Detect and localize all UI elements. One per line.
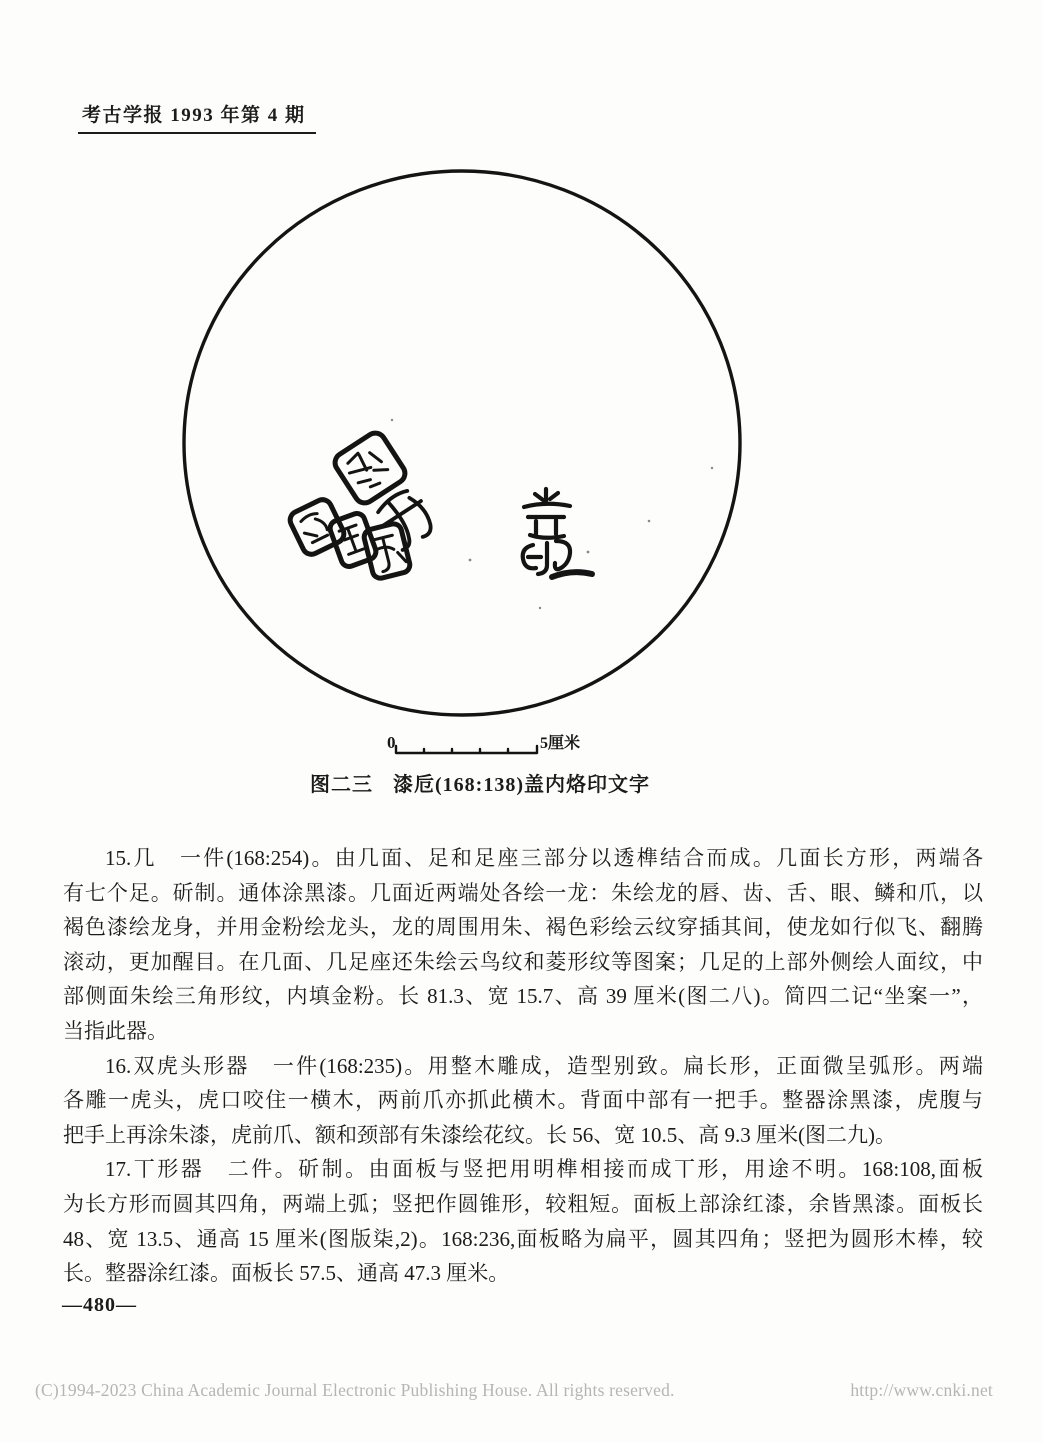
scale-end-label: 5厘米 bbox=[540, 735, 581, 752]
body-text bbox=[63, 841, 983, 1291]
journal-header: 考古学报 1993 年第 4 期 bbox=[78, 100, 316, 134]
page-number: —480— bbox=[62, 1294, 137, 1316]
figure-caption-text: 漆卮(168:138)盖内烙印文字 bbox=[393, 774, 650, 796]
scale-bar bbox=[387, 733, 580, 753]
text-line: 15.几 一件(168:254)。由几面、足和足座三部分以透榫结合而成。几面长方形，两端各 bbox=[105, 846, 983, 870]
cnki-footer bbox=[35, 1380, 993, 1401]
text-line: 有七个足。斫制。通体涂黑漆。几面近两端处各绘一龙：朱绘龙的唇、齿、舌、眼、鳞和爪，以 bbox=[63, 880, 983, 905]
text-line: 褐色漆绘龙身，并用金粉绘龙头，龙的周围用朱、褐色彩绘云纹穿插其间，使龙如行似飞、翻腾 bbox=[63, 915, 983, 940]
figure-caption-number: 图二三 bbox=[310, 774, 373, 796]
text-line: 17.丅形器 二件。斫制。由面板与竖把用明榫相接而成丅形，用途不明。168:108,面板 bbox=[105, 1157, 983, 1182]
footer-url: http://www.cnki.net bbox=[850, 1380, 993, 1400]
text-line: 滚动，更加醒目。在几面、几足座还朱绘云鸟纹和菱形纹等图案；几足的上部外侧绘人面纹，中 bbox=[63, 949, 983, 974]
footer-copyright: (C)1994-2023 China Academic Journal Electronic Publishing House. All rights reserved. bbox=[35, 1380, 675, 1400]
figure-caption bbox=[310, 768, 650, 797]
text-line: 16.双虎头形器 一件(168:235)。用整木雕成，造型别致。扁长形，正面微呈弧形。两端 bbox=[105, 1053, 983, 1078]
scale-zero-label: 0 bbox=[387, 733, 396, 752]
text-line: 48、宽 13.5、通高 15 厘米(图版柒,2)。168:236,面板略为扁平，圆其四角；竖把为圆形木棒，较 bbox=[63, 1226, 983, 1251]
lid-circle-outline bbox=[184, 171, 740, 715]
branded-characters bbox=[523, 489, 592, 577]
text-line: 把手上再涂朱漆，虎前爪、额和颈部有朱漆绘花纹。长 56、宽 10.5、高 9.3 厘米(图二九)。 bbox=[63, 1122, 896, 1147]
scan-specks bbox=[391, 419, 713, 609]
text-line: 长。整器涂红漆。面板长 57.5、通高 47.3 厘米。 bbox=[63, 1261, 510, 1286]
text-line: 当指此器。 bbox=[63, 1018, 168, 1043]
text-line: 为长方形而圆其四角，两端上弧；竖把作圆锥形，较粗短。面板上部涂红漆，余皆黑漆。面板长 bbox=[63, 1191, 983, 1216]
text-line: 各雕一虎头，虎口咬住一横木，两前爪亦抓此横木。背面中部有一把手。整器涂黑漆，虎腹与 bbox=[63, 1088, 983, 1113]
text-line: 部侧面朱绘三角形纹，内填金粉。长 81.3、宽 15.7、高 39 厘米(图二八)。简四二记“坐案一”， bbox=[63, 984, 983, 1009]
